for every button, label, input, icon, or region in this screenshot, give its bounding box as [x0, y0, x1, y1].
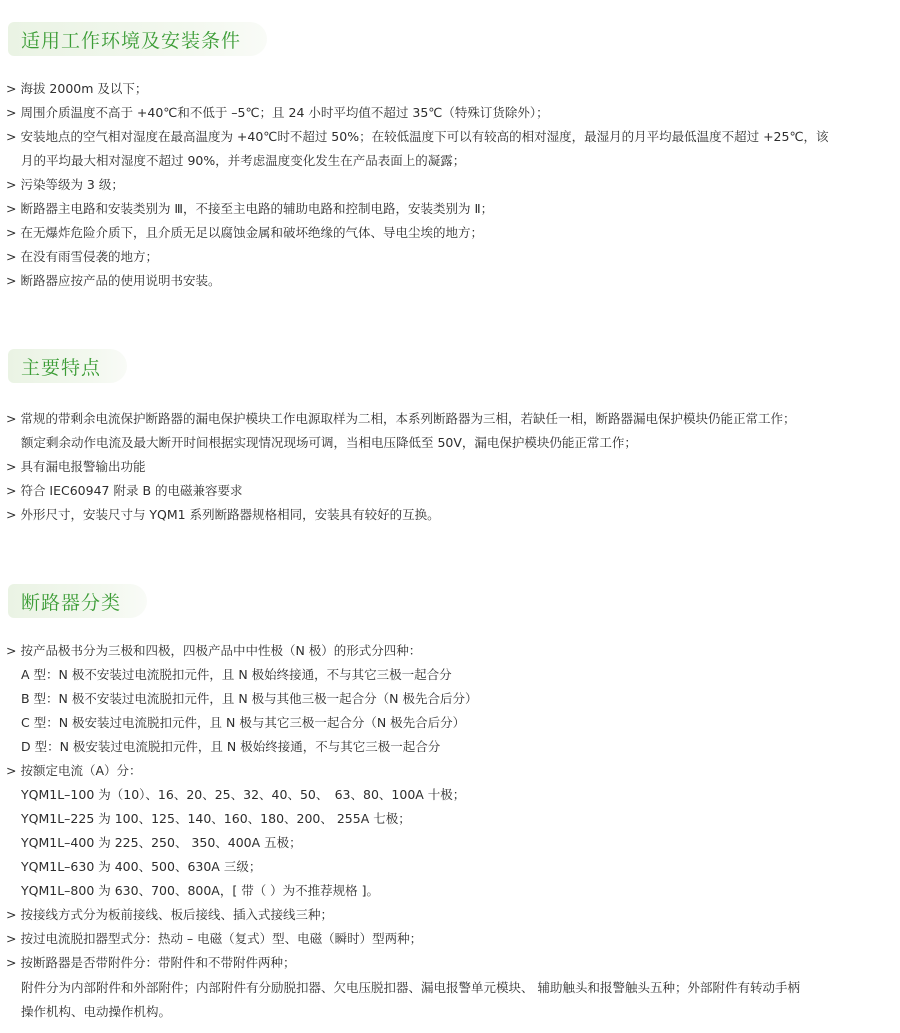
section-heading [8, 22, 267, 56]
list-item: > 具有漏电报警输出功能 [6, 459, 146, 474]
list-item: > 按额定电流（A）分： [6, 763, 142, 778]
list-item: > 断路器应按产品的使用说明书安装。 [6, 273, 221, 288]
section-title: 断路器分类 [21, 591, 122, 614]
list-item: > 断路器主电路和安装类别为 Ⅲ，不接至主电路的辅助电路和控制电路，安装类别为 Ⅱ； [6, 201, 494, 216]
list-item: 附件分为内部附件和外部附件；内部附件有分励脱扣器、欠电压脱扣器、漏电报警单元模块、 辅助触头和报警触头五种；外部附件有转动手柄 [21, 980, 800, 995]
list-item: 操作机构、电动操作机构。 [21, 1004, 172, 1019]
list-item: > 按过电流脱扣器型式分：热动 – 电磁（复式）型、电磁（瞬时）型两种； [6, 931, 423, 946]
list-item: YQM1L–400 为 225、250、 350、400A 五极； [21, 835, 302, 850]
list-item: B 型：N 极不安装过电流脱扣元件，且 N 极与其他三极一起合分（N 极先合后分） [21, 691, 478, 706]
list-item: 月的平均最大相对湿度不超过 90%，并考虑温度变化发生在产品表面上的凝露； [21, 153, 466, 168]
list-item: > 按断路器是否带附件分：带附件和不带附件两种； [6, 955, 296, 970]
list-item: YQM1L–800 为 630、700、800A，[ 带（ ）为不推荐规格 ]。 [21, 883, 380, 898]
list-item: > 按产品极书分为三极和四极，四极产品中中性极（N 极）的形式分四种： [6, 643, 422, 658]
list-item: C 型：N 极安装过电流脱扣元件，且 N 极与其它三极一起合分（N 极先合后分） [21, 715, 466, 730]
list-item: > 海拔 2000m 及以下； [6, 81, 148, 96]
list-item: > 周围介质温度不高于 +40℃和不低于 –5℃；且 24 小时平均值不超过 35℃（特殊订货除外）； [6, 105, 549, 120]
list-item: > 符合 IEC60947 附录 B 的电磁兼容要求 [6, 483, 243, 498]
section-heading [8, 584, 147, 618]
list-item: A 型：N 极不安装过电流脱扣元件，且 N 极始终接通，不与其它三极一起合分 [21, 667, 452, 682]
list-item: YQM1L–225 为 100、125、140、160、180、200、 255A 七极； [21, 811, 411, 826]
list-item: YQM1L–630 为 400、500、630A 三级； [21, 859, 262, 874]
list-item: > 污染等级为 3 级； [6, 177, 124, 192]
list-item: > 按接线方式分为板前接线、板后接线、插入式接线三种； [6, 907, 333, 922]
list-item: > 在没有雨雪侵袭的地方； [6, 249, 158, 264]
list-item: > 安装地点的空气相对湿度在最高温度为 +40℃时不超过 50%；在较低温度下可以有较高的相对湿度，最湿月的月平均最低温度不超过 +25℃，该 [6, 129, 829, 144]
list-item: YQM1L–100 为（10）、16、20、25、32、40、50、 63、80、100A 十极； [21, 787, 466, 802]
section-title: 适用工作环境及安装条件 [21, 29, 242, 52]
list-item: > 在无爆炸危险介质下，且介质无足以腐蚀金属和破坏绝缘的气体、导电尘埃的地方； [6, 225, 483, 240]
list-item: D 型：N 极安装过电流脱扣元件，且 N 极始终接通，不与其它三极一起合分 [21, 739, 441, 754]
section-heading [8, 349, 127, 383]
list-item: > 常规的带剩余电流保护断路器的漏电保护模块工作电源取样为二相，本系列断路器为三相，若缺任一相，断路器漏电保护模块仍能正常工作； [6, 411, 796, 426]
list-item: > 外形尺寸，安装尺寸与 YQM1 系列断路器规格相同，安装具有较好的互换。 [6, 507, 440, 522]
section-title: 主要特点 [21, 356, 102, 379]
list-item: 额定剩余动作电流及最大断开时间根据实现情况现场可调，当相电压降低至 50V，漏电保护模块仍能正常工作； [21, 435, 637, 450]
